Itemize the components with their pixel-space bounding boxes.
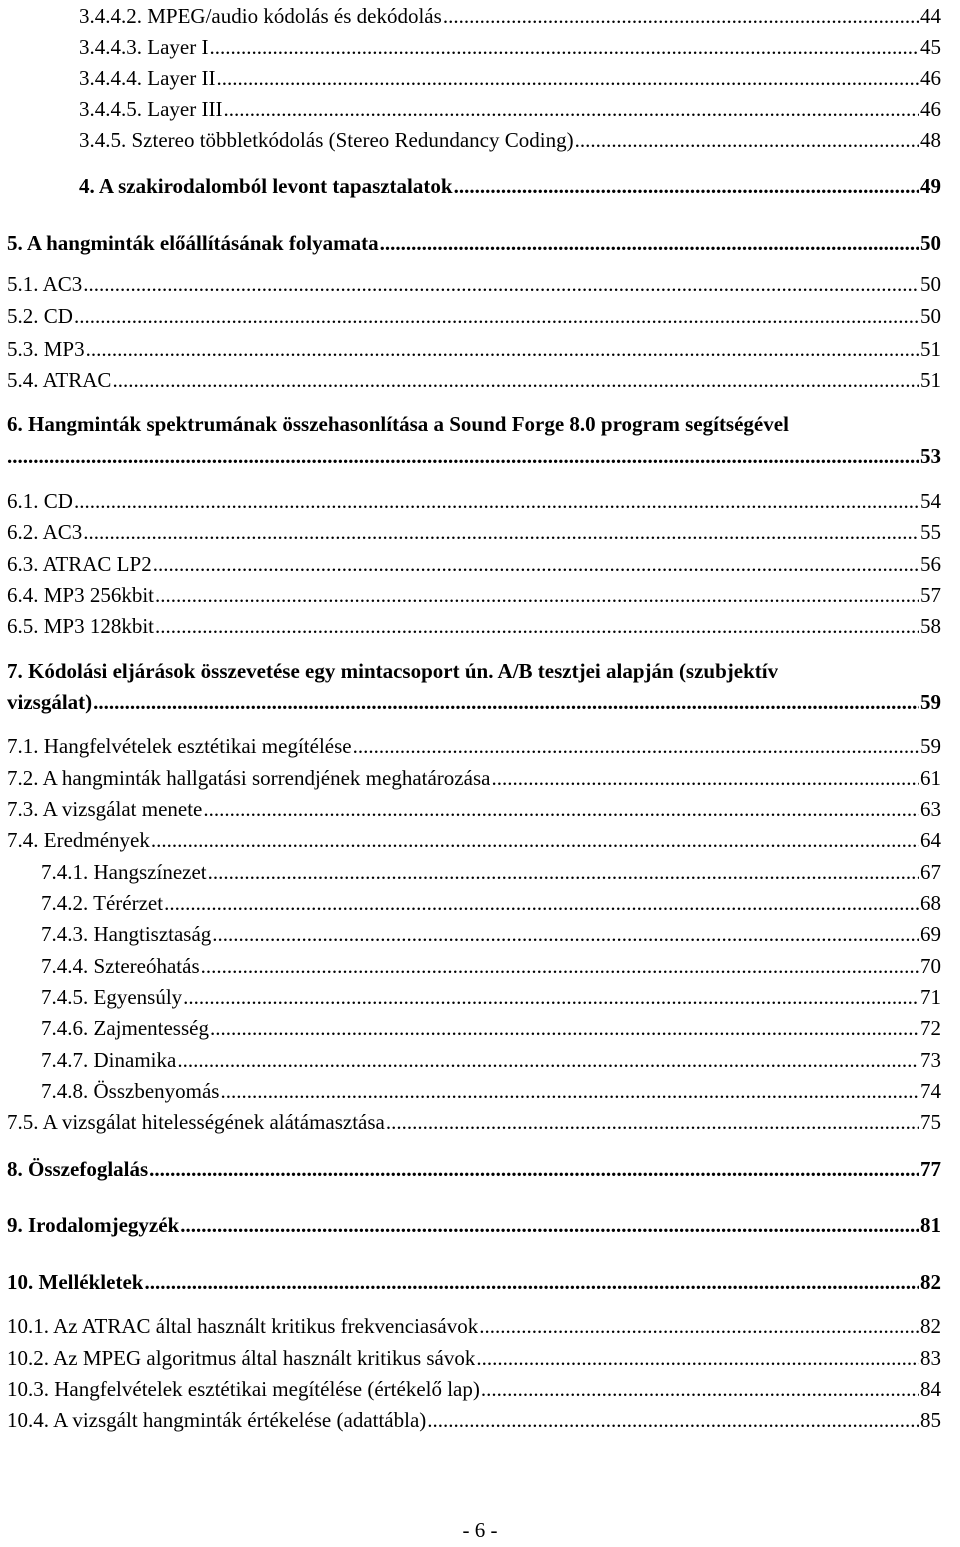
toc-entry-page: 74 [920,1079,941,1103]
toc-entry-7-1[interactable] [7,730,941,758]
toc-leader-dots [353,734,919,758]
toc-entry-4[interactable] [79,170,941,198]
toc-leader-dots [74,304,919,328]
toc-leader-dots [86,337,919,361]
toc-entry-page: 44 [920,4,941,28]
toc-entry-page: 77 [920,1157,941,1181]
toc-entry-page: 57 [920,583,941,607]
toc-entry-6-2[interactable] [7,516,941,544]
toc-entry-title: 4. A szakirodalomból levont tapasztalatok [79,174,453,198]
toc-leader-dots [203,797,919,821]
toc-entry-page: 69 [920,922,941,946]
toc-entry-title: 7.4. Eredmények [7,828,150,852]
toc-entry-10[interactable] [7,1266,941,1294]
toc-entry-title: 9. Irodalomjegyzék [7,1213,180,1237]
toc-entry-page: 83 [920,1346,941,1370]
toc-entry-title: 3.4.5. Sztereo többletkódolás (Stereo Redundancy Coding) [79,128,574,152]
toc-entry-page: 50 [920,231,941,255]
toc-entry-title: vizsgálat) [7,690,93,714]
toc-entry-title: 7.4.7. Dinamika [41,1048,177,1072]
toc-entry-page: 54 [920,489,941,513]
toc-entry-title: 10.4. A vizsgált hangminták értékelése (adattábla) [7,1408,427,1432]
toc-leader-dots [144,1270,919,1294]
toc-entry-page: 85 [920,1408,941,1432]
toc-entry-title: 10.1. Az ATRAC által használt kritikus frekvenciasávok [7,1314,479,1338]
toc-entry-page: 82 [920,1270,941,1294]
toc-entry-6-heading[interactable] [7,408,957,436]
toc-leader-dots [427,1408,919,1432]
toc-entry-title-line1: 7. Kódolási eljárások összevetése egy mintacsoport ún. A/B tesztjei alapján (szubjektív [7,659,779,683]
toc-entry-7-4-2[interactable] [41,887,941,915]
toc-entry-title: 10. Mellékletek [7,1270,144,1294]
toc-entry-page: 75 [920,1110,941,1134]
toc-leader-dots [212,922,919,946]
toc-entry-page: 59 [920,734,941,758]
toc-leader-dots [180,1213,919,1237]
toc-entry-7-4-3[interactable] [41,918,941,946]
toc-leader-dots [112,368,919,392]
toc-entry-title: 5.1. AC3 [7,272,83,296]
toc-entry-title: 7.4.3. Hangtisztaság [41,922,212,946]
toc-entry-7-4-8[interactable] [41,1075,941,1103]
toc-entry-7-heading[interactable] [7,655,957,683]
toc-entry-page: 46 [920,66,941,90]
toc-leader-dots [208,860,919,884]
toc-entry-page: 73 [920,1048,941,1072]
toc-leader-dots [209,35,919,59]
toc-leader-dots [74,489,919,513]
toc-leader-dots [454,174,919,198]
toc-entry-title: 8. Összefoglalás [7,1157,149,1181]
toc-leader-dots [476,1346,919,1370]
toc-entry-page: 71 [920,985,941,1009]
toc-entry-page: 82 [920,1314,941,1338]
toc-entry-3-4-4-5[interactable] [79,93,941,121]
toc-entry-3-4-4-3[interactable] [79,31,941,59]
toc-entry-page: 64 [920,828,941,852]
toc-entry-6-4[interactable] [7,579,941,607]
toc-leader-dots [220,1079,919,1103]
toc-entry-page: 59 [920,690,941,714]
toc-entry-page: 50 [920,304,941,328]
toc-entry-10-2[interactable] [7,1342,941,1370]
toc-entry-title: 7.3. A vizsgálat menete [7,797,203,821]
toc-entry-page: 55 [920,520,941,544]
toc-entry-7-2[interactable] [7,762,941,790]
toc-leader-dots [83,272,919,296]
toc-entry-title: 3.4.4.4. Layer II [79,66,216,90]
toc-entry-10-4[interactable] [7,1404,941,1432]
toc-entry-title: 3.4.4.2. MPEG/audio kódolás és dekódolás [79,4,442,28]
toc-entry-page: 49 [920,174,941,198]
toc-entry-title: 7.4.1. Hangszínezet [41,860,207,884]
toc-entry-5-3[interactable] [7,333,941,361]
toc-entry-title: 3.4.4.3. Layer I [79,35,209,59]
toc-entry-7-4-1[interactable] [41,856,941,884]
toc-entry-title: 10.2. Az MPEG algoritmus által használt kritikus sávok [7,1346,476,1370]
toc-entry-title: 7.4.6. Zajmentesség [41,1016,209,1040]
toc-entry-page: 72 [920,1016,941,1040]
toc-leader-dots [386,1110,919,1134]
toc-entry-page: 67 [920,860,941,884]
toc-leader-dots [155,614,919,638]
toc-entry-6[interactable] [7,440,941,468]
toc-leader-dots [223,97,919,121]
toc-leader-dots [575,128,919,152]
toc-entry-7-4-4[interactable] [41,950,941,978]
toc-entry-6-1[interactable] [7,485,941,513]
toc-entry-page: 81 [920,1213,941,1237]
toc-entry-page: 61 [920,766,941,790]
toc-entry-page: 68 [920,891,941,915]
toc-entry-title: 7.1. Hangfelvételek esztétikai megítélése [7,734,352,758]
toc-entry-page: 51 [920,337,941,361]
toc-entry-title: 5. A hangminták előállításának folyamata [7,231,379,255]
toc-entry-page: 45 [920,35,941,59]
toc-entry-title: 5.4. ATRAC [7,368,112,392]
toc-entry-10-3[interactable] [7,1373,941,1401]
toc-entry-page: 46 [920,97,941,121]
toc-entry-page: 50 [920,272,941,296]
toc-leader-dots [183,985,919,1009]
toc-entry-7-4-6[interactable] [41,1012,941,1040]
toc-entry-7-5[interactable] [7,1106,941,1134]
toc-entry-title: 7.4.4. Sztereóhatás [41,954,200,978]
toc-entry-5-4[interactable] [7,364,941,392]
toc-entry-page: 70 [920,954,941,978]
toc-entry-title: 7.4.2. Térérzet [41,891,164,915]
toc-entry-page: 48 [920,128,941,152]
toc-leader-dots [153,552,919,576]
toc-entry-7-4-7[interactable] [41,1044,941,1072]
toc-entry-7-3[interactable] [7,793,941,821]
toc-leader-dots [491,766,919,790]
toc-entry-title: 7.2. A hangminták hallgatási sorrendjének meghatározása [7,766,491,790]
toc-entry-title: 6.2. AC3 [7,520,83,544]
toc-entry-7-4-5[interactable] [41,981,941,1009]
toc-entry-title: 6.3. ATRAC LP2 [7,552,152,576]
toc-entry-page: 53 [920,444,941,468]
toc-entry-8[interactable] [7,1153,941,1181]
toc-leader-dots [479,1314,919,1338]
toc-leader-dots [443,4,919,28]
toc-leader-dots [151,828,919,852]
toc-entry-page: 58 [920,614,941,638]
toc-entry-3-4-4-4[interactable] [79,62,941,90]
toc-leader-dots [83,520,919,544]
toc-entry-title: 7.4.8. Összbenyomás [41,1079,220,1103]
toc-entry-page: 56 [920,552,941,576]
toc-entry-5-1[interactable] [7,268,941,296]
toc-leader-dots [380,231,919,255]
toc-leader-dots [155,583,919,607]
toc-entry-9[interactable] [7,1209,941,1237]
toc-leader-dots [481,1377,919,1401]
toc-entry-6-3[interactable] [7,548,941,576]
toc-leader-dots [201,954,919,978]
toc-entry-title: 6. Hangminták spektrumának összehasonlítása a Sound Forge 8.0 program segítségével [7,412,789,436]
toc-entry-page: 84 [920,1377,941,1401]
toc-entry-title: 6.1. CD [7,489,73,513]
toc-entry-10-1[interactable] [7,1310,941,1338]
toc-leader-dots [164,891,919,915]
toc-leader-dots [149,1157,919,1181]
toc-entry-3-4-5[interactable] [79,124,941,152]
toc-entry-title: 6.5. MP3 128kbit [7,614,155,638]
toc-entry-page: 63 [920,797,941,821]
toc-leader-dots [177,1048,919,1072]
toc-leader-dots [210,1016,919,1040]
toc-entry-7[interactable] [7,686,941,714]
toc-entry-page: 51 [920,368,941,392]
toc-entry-5-2[interactable] [7,300,941,328]
toc-leader-dots [7,444,919,468]
toc-entry-title: 5.2. CD [7,304,73,328]
toc-leader-dots [216,66,919,90]
toc-entry-7-4[interactable] [7,824,941,852]
toc-entry-title: 10.3. Hangfelvételek esztétikai megítélése (értékelő lap) [7,1377,480,1401]
toc-entry-title: 6.4. MP3 256kbit [7,583,155,607]
toc-entry-title: 5.3. MP3 [7,337,85,361]
toc-entry-title: 7.5. A vizsgálat hitelességének alátámasztása [7,1110,385,1134]
toc-entry-3-4-4-2[interactable] [79,0,941,28]
toc-entry-6-5[interactable] [7,610,941,638]
toc-entry-title: 7.4.5. Egyensúly [41,985,183,1009]
toc-entry-title: 3.4.4.5. Layer III [79,97,223,121]
toc-entry-5[interactable] [7,227,941,255]
page-number: - 6 - [462,1518,498,1542]
toc-leader-dots [93,690,919,714]
